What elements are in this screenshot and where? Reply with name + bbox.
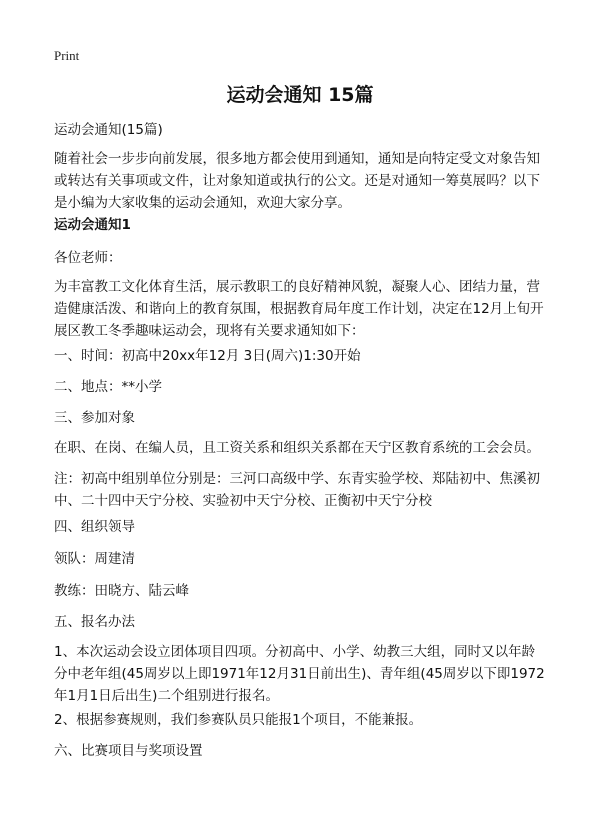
page-title: 运动会通知 15篇 <box>226 84 374 106</box>
greeting: 各位老师： <box>54 250 122 266</box>
purpose-paragraph: 为丰富教工文化体育生活，展示教职工的良好精神风貌，凝聚人心、团结力量，营造健康活泼、和谐向上的教育氛围，根据教育局年度工作计划，决定在12月上旬开展区教工冬季趣味运动会，现将有关要求通知如下： <box>54 279 544 339</box>
item-events: 六、比赛项目与奖项设置 <box>54 743 203 759</box>
coach-line: 教练：田晓方、陆云峰 <box>54 583 189 599</box>
item-participants: 三、参加对象 <box>54 410 135 426</box>
signup-paragraph-1: 1、本次运动会设立团体项目四项。分初高中、小学、幼教三大组，同时又以年龄分中老年组(45周岁以上即1971年12月31日前出生)、青年组(45周岁以下即1972年1月1日后出生)二个组别进行报名。 <box>54 644 545 704</box>
note-paragraph: 注：初高中组别单位分别是：三河口高级中学、东青实验学校、郑陆初中、焦溪初中、二十四中天宁分校、实验初中天宁分校、正衡初中天宁分校 <box>54 471 540 509</box>
intro-paragraph: 随着社会一步步向前发展，很多地方都会使用到通知，通知是向特定受文对象告知或转达有关事项或文件，让对象知道或执行的公文。还是对通知一筹莫展吗？以下是小编为大家收集的运动会通知，欢迎大家分享。 <box>54 151 540 211</box>
subtitle: 运动会通知(15篇) <box>54 122 163 138</box>
item-place: 二、地点：**小学 <box>54 379 162 395</box>
item-signup: 五、报名办法 <box>54 614 135 630</box>
section-title: 运动会通知1 <box>54 217 131 233</box>
item-time: 一、时间：初高中20xx年12月 3日(周六)1:30开始 <box>54 348 361 364</box>
print-label[interactable]: Print <box>54 48 80 63</box>
item-organization: 四、组织领导 <box>54 519 135 535</box>
signup-paragraph-2: 2、根据参赛规则，我们参赛队员只能报1个项目，不能兼报。 <box>54 712 423 728</box>
leader-line: 领队：周建清 <box>54 551 135 567</box>
participants-paragraph: 在职、在岗、在编人员，且工资关系和组织关系都在天宁区教育系统的工会会员。 <box>54 440 540 456</box>
